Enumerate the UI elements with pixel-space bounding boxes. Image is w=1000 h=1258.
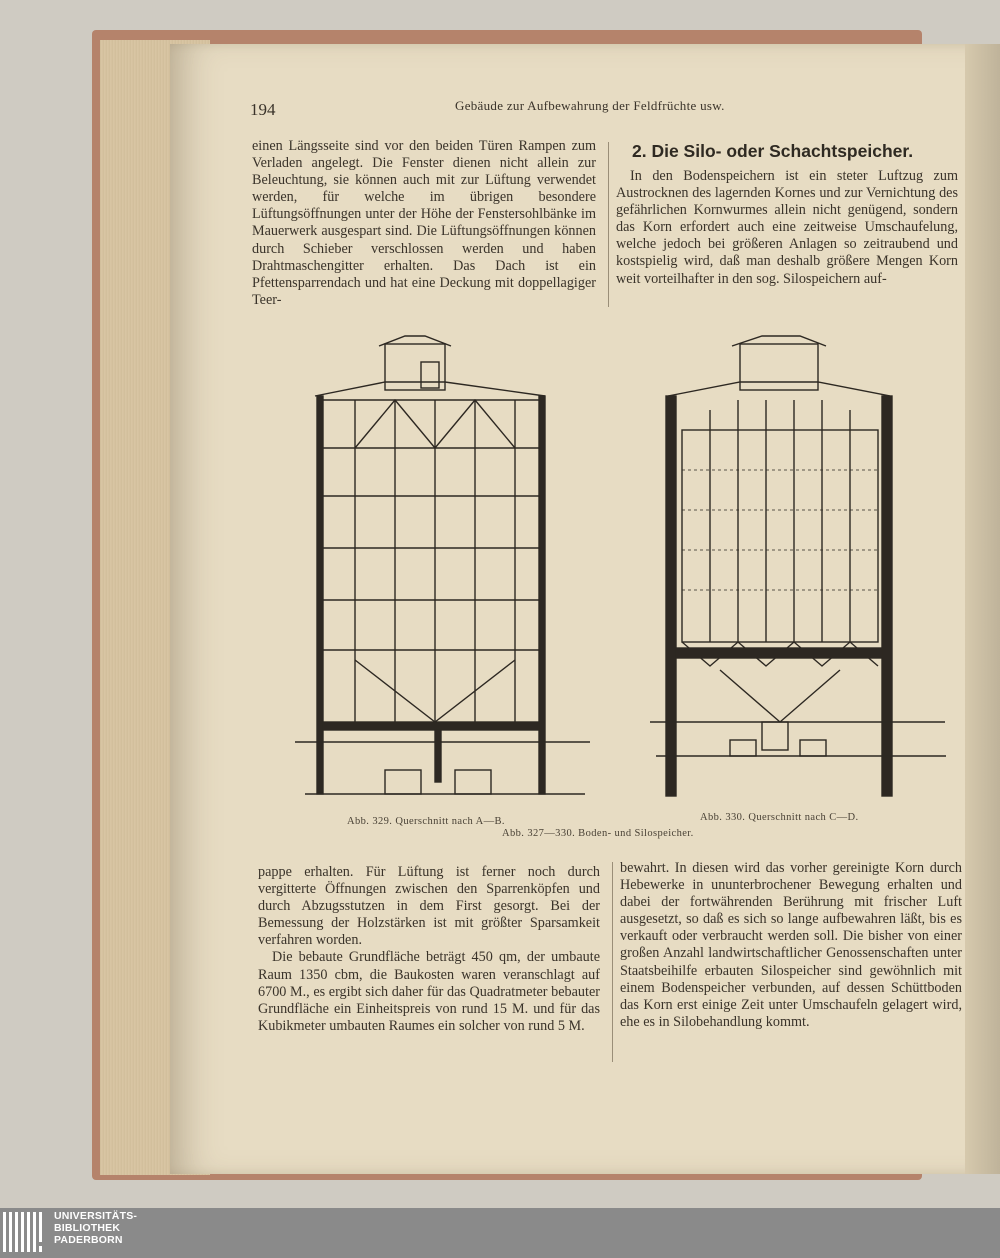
top-left-text: einen Längsseite sind vor den beiden Türen Rampen zum Verladen angelegt. Die Fenster dienen nicht allein zur Beleuchtung, sie können auch mit zur Lüftung verwendet werden, für welche im übrigen besondere Lüftungsöffnungen unter der Höhe der Fenstersohlbänke im Mauerwerk ausgespart sind. Die Lüftungsöffnungen können durch Schieber verschlossen werden und haben Drahtmaschengitter erhalten. Das Dach ist ein Pfettensparrendach und hat eine Deckung mit doppellagiger Teer- <box>252 138 596 308</box>
section-intro <box>616 168 958 288</box>
library-name <box>54 1210 137 1247</box>
library-name-line2: BIBLIOTHEK <box>54 1222 121 1235</box>
library-footer-bar <box>0 1208 1000 1258</box>
library-name-line3: PADERBORN <box>54 1234 123 1247</box>
column-divider <box>608 142 609 307</box>
bottom-left-column <box>258 864 600 1035</box>
figure-329-cross-section <box>295 330 595 808</box>
bottom-left-paragraph-1: pappe erhalten. Für Lüftung ist ferner noch durch vergitterte Öffnungen zwischen den Sparrenköpfen und durch Abzugsstutzen in dem First gesorgt. Bei der Bemessung der Holzstärken ist mit größter Sparsamkeit verfahren worden. <box>258 864 600 949</box>
caption-figure-329: Abb. 329. Querschnitt nach A—B. <box>347 816 505 827</box>
section-title: 2. Die Silo- oder Schachtspeicher. <box>632 141 914 161</box>
library-name-line1: UNIVERSITÄTS- <box>54 1210 138 1222</box>
bottom-right-paragraph: bewahrt. In diesen wird das vorher gereinigte Korn durch Hebewerke in ununterbrochener Bewegung erhalten und dabei der fortwährenden Berührung mit frischer Luft ausgesetzt, so daß es sich so lange aufbewahren läßt, bis es verkauft oder verbraucht werden soll. Die bisher von einer großen Anzahl landwirtschaftlicher Genossenschaften unter Staatsbeihilfe erbauten Silospeicher sind gewöhnlich mit einem Bodenspeicher verbunden, auf dessen Schüttboden das Korn erst einige Zeit unter Umschaufeln gelagert wird, ehe es in Silobehandlung kommt. <box>620 860 962 1030</box>
figure-330-cross-section <box>650 330 950 808</box>
bottom-left-paragraph-2: Die bebaute Grundfläche beträgt 450 qm, der umbaute Raum 1350 cbm, die Baukosten waren veranschlagt auf 6700 M., es ergibt sich daher für das Quadratmeter bebauter Grundfläche ein Einheitspreis von rund 15 M. und für das Kubikmeter umbauten Raumes ein solcher von rund 5 M. <box>258 949 600 1034</box>
running-head: Gebäude zur Aufbewahrung der Feldfrüchte usw. <box>455 98 725 113</box>
caption-figure-330: Abb. 330. Querschnitt nach C—D. <box>700 812 859 823</box>
top-left-paragraph <box>252 138 596 309</box>
section-intro-text: In den Bodenspeichern ist ein steter Luftzug zum Austrocknen des lagernden Kornes und zur Vernichtung des gefährlichen Kornwurmes allein nicht genügend, sondern das Korn erfordert auch eine zeitweise Umschaufelung, welche jedoch bei größeren Anlagen so zeitraubend und kostspielig wird, daß man deshalb größere Mengen Korn weit vorteilhafter in den sog. Silospeichern auf- <box>616 168 958 287</box>
caption-figures-327-330: Abb. 327—330. Boden- und Silospeicher. <box>502 828 694 839</box>
column-divider-bottom <box>612 862 613 1062</box>
bottom-right-column <box>620 860 962 1031</box>
library-logo-icon <box>3 1212 49 1252</box>
gutter-shadow <box>965 44 1000 1174</box>
page-number: 194 <box>250 100 276 119</box>
